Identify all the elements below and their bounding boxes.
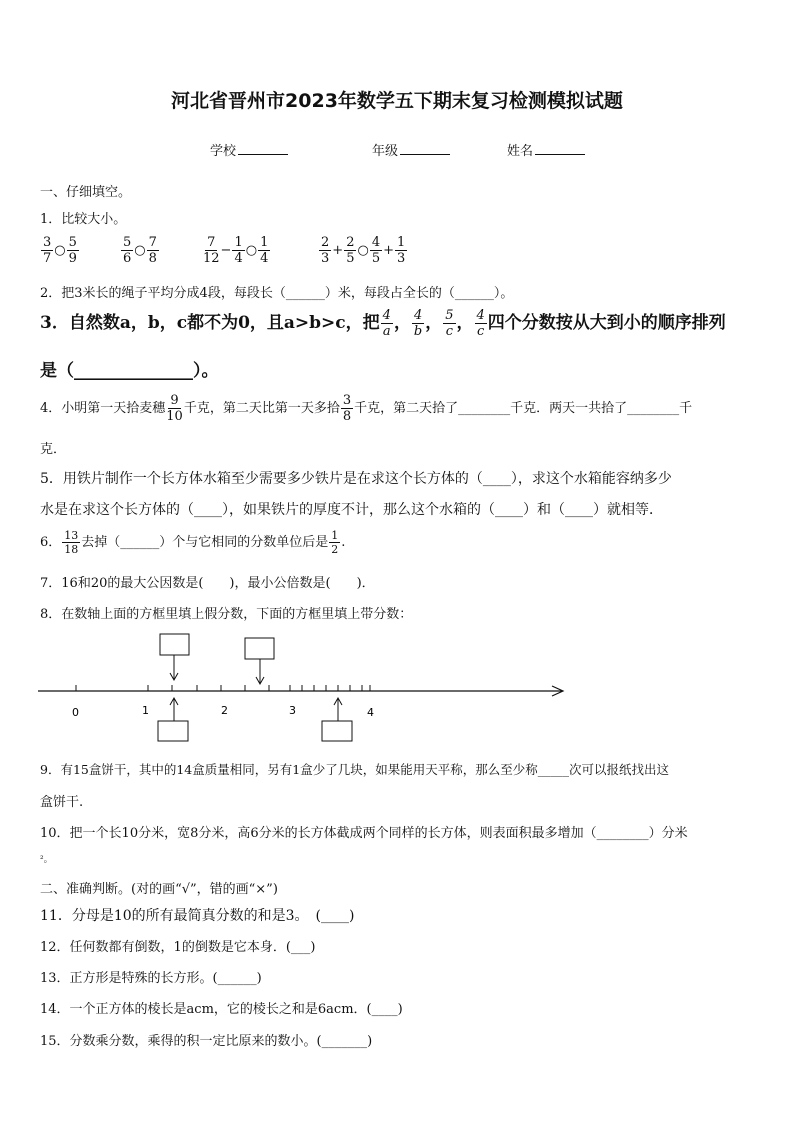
- fraction: $\frac{3}{7}$: [43, 235, 52, 266]
- fraction: $\frac{1}{2}$: [331, 529, 339, 556]
- question-8: 8．在数轴上面的方框里填上假分数，下面的方框里填上带分数：: [40, 607, 413, 622]
- fraction: $\frac{4}{5}$: [371, 235, 381, 266]
- question-9-line2: 盒饼干.: [40, 795, 84, 810]
- compare-item-a: $\frac{3}{7}$ ○ $\frac{5}{9}$: [43, 235, 77, 266]
- question-7: 7．16和20的最大公因数是( )，最小公倍数是( )．: [40, 576, 375, 591]
- question-12: 12．任何数都有倒数，1的倒数是它本身．(___): [40, 940, 316, 955]
- question-14: 14．一个正方体的棱长是acm，它的棱长之和是6acm．(____): [40, 1002, 403, 1017]
- answer-box-bottom-2: [322, 721, 352, 741]
- fraction: $\frac{13}{18}$: [64, 529, 79, 556]
- section-2-heading: 二、准确判断。(对的画“√”，错的画“×”): [40, 882, 278, 897]
- question-4: 4．小明第一天拾麦穗 $\frac{9}{10}$ 千克，第二天比第一天多拾 $\frac{3}{8}$ 千克，第二天拾了________千克．两天一共拾了________千: [40, 393, 693, 424]
- answer-box-top-2: [245, 638, 274, 659]
- question-13: 13．正方形是特殊的长方形。(______): [40, 971, 262, 986]
- grade-blank[interactable]: [400, 142, 450, 155]
- school-label: 学校: [210, 144, 237, 159]
- question-10-line2: ²。: [40, 855, 53, 865]
- fraction: $\frac{3}{8}$: [342, 393, 352, 424]
- fraction: $\frac{9}{10}$: [166, 393, 183, 424]
- question-10: 10．把一个长10分米，宽8分米，高6分米的长方体截成两个同样的长方体，则表面积最多增加（________）分米: [40, 826, 688, 841]
- fraction: $\frac{5}{c}$: [445, 308, 454, 339]
- fraction: $\frac{4}{a}$: [382, 308, 391, 339]
- fraction: $\frac{5}{6}$: [123, 235, 132, 266]
- question-3: 3．自然数a，b，c都不为0，且a>b>c，把 $\frac{4}{a}$ ， $\frac{4}{b}$ ， $\frac{5}{c}$ ， $\frac{4}{c}$ 四个分数按从大到小的顺序排列: [40, 308, 726, 339]
- page-title: 河北省晋州市2023年数学五下期末复习检测模拟试题: [171, 90, 623, 112]
- fraction: $\frac{2}{5}$: [346, 235, 355, 266]
- fraction: $\frac{1}{3}$: [397, 235, 406, 266]
- tick-label-2: 2: [221, 704, 228, 717]
- answer-box-top-1: [160, 634, 189, 655]
- school-field[interactable]: [210, 140, 288, 159]
- question-3-line2: 是（______________）。: [40, 361, 219, 381]
- fraction: $\frac{7}{8}$: [148, 235, 157, 266]
- number-line-diagram: [0, 628, 794, 748]
- name-blank[interactable]: [535, 142, 585, 155]
- name-field[interactable]: [507, 140, 585, 159]
- tick-label-3: 3: [289, 704, 296, 717]
- question-2: 2．把3米长的绳子平均分成4段，每段长（______）米，每段占全长的（______）。: [40, 286, 514, 301]
- compare-item-c: $\frac{7}{12}$ − $\frac{1}{4}$ ○ $\frac{1}{4}$: [203, 235, 269, 266]
- fraction: $\frac{4}{b}$: [413, 308, 423, 339]
- grade-field[interactable]: [372, 140, 450, 159]
- question-1: 1．比较大小。: [40, 212, 127, 227]
- question-4-line2: 克．: [40, 442, 67, 457]
- tick-label-1: 1: [142, 704, 149, 717]
- fraction: $\frac{2}{3}$: [321, 235, 330, 266]
- ticks: [76, 685, 370, 691]
- fraction: $\frac{1}{4}$: [260, 235, 269, 266]
- question-5-line2: 水是在求这个长方体的（____），如果铁片的厚度不计，那么这个水箱的（____）和（____）就相等．: [40, 502, 663, 518]
- compare-item-d: $\frac{2}{3}$ + $\frac{2}{5}$ ○ $\frac{4}{5}$ + $\frac{1}{3}$: [321, 235, 406, 266]
- answer-box-bottom-1: [158, 721, 188, 741]
- grade-label: 年级: [372, 144, 399, 159]
- question-11: 11．分母是10的所有最简真分数的和是3。 (____): [40, 908, 355, 924]
- question-5: 5．用铁片制作一个长方体水箱至少需要多少铁片是在求这个长方体的（____），求这个水箱能容纳多少: [40, 471, 672, 487]
- fraction: $\frac{4}{c}$: [476, 308, 485, 339]
- tick-label-4: 4: [367, 706, 374, 719]
- name-label: 姓名: [507, 144, 534, 159]
- fraction: $\frac{1}{4}$: [234, 235, 243, 266]
- question-15: 15．分数乘分数，乘得的积一定比原来的数小。(_______): [40, 1034, 373, 1049]
- fraction: $\frac{5}{9}$: [68, 235, 77, 266]
- section-1-heading: 一、仔细填空。: [40, 185, 132, 200]
- compare-item-b: $\frac{5}{6}$ ○ $\frac{7}{8}$: [123, 235, 157, 266]
- question-9: 9．有15盒饼干，其中的14盒质量相同，另有1盒少了几块，如果能用天平称，那么至少称_____次可以报纸找出这: [40, 762, 669, 777]
- fraction: $\frac{7}{12}$: [203, 235, 220, 266]
- school-blank[interactable]: [238, 142, 288, 155]
- tick-label-0: 0: [72, 706, 79, 719]
- question-6: 6． $\frac{13}{18}$ 去掉（______）个与它相同的分数单位后是 $\frac{1}{2}$ .: [40, 529, 346, 556]
